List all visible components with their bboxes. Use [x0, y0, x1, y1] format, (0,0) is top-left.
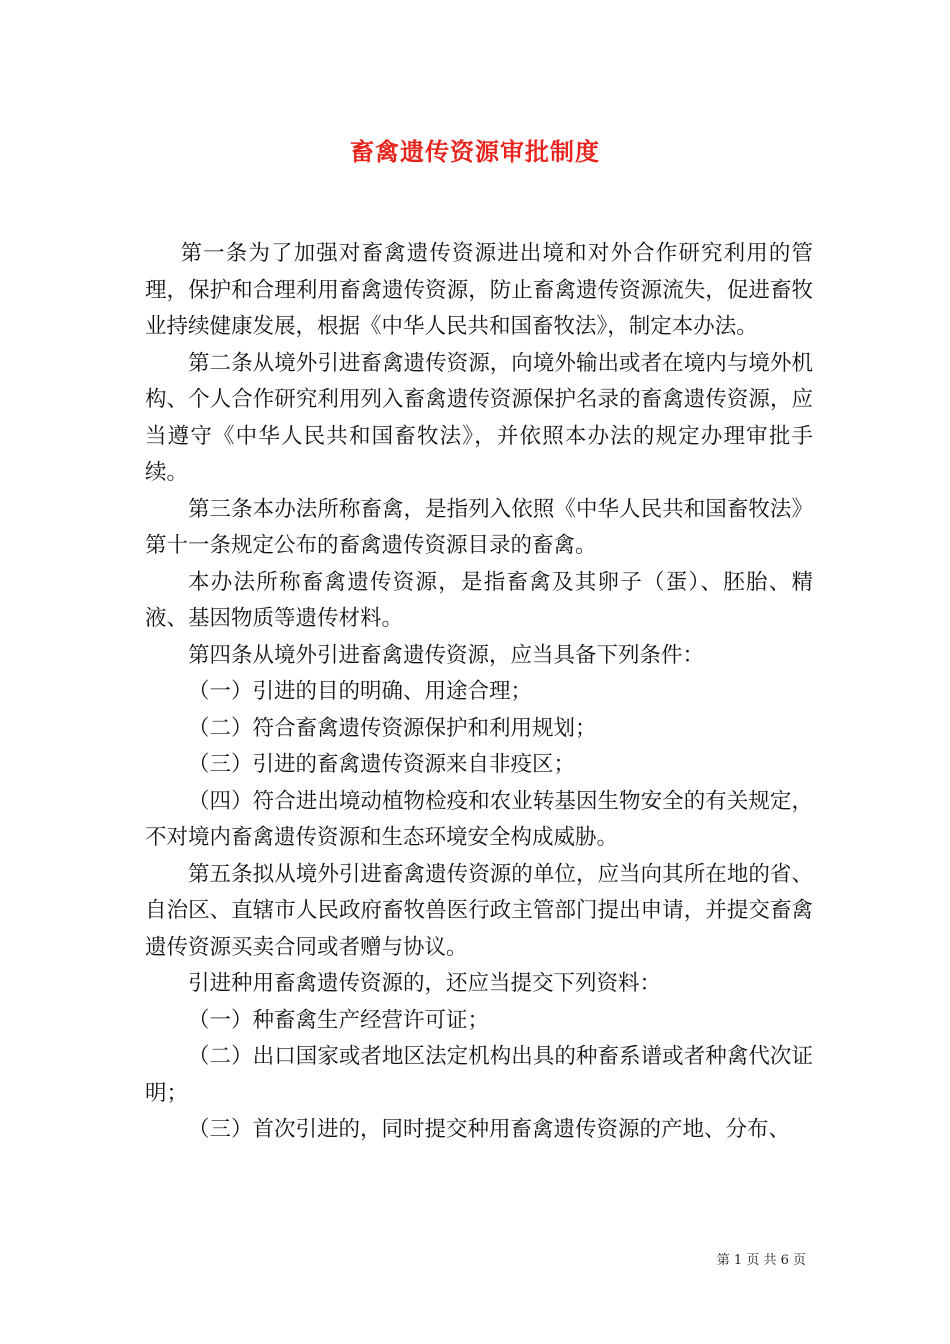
list-item: （一）引进的目的明确、用途合理； — [188, 679, 533, 704]
page-number-footer: 第 1 页 共 6 页 — [716, 1253, 806, 1268]
paragraph-definition: 本办法所称畜禽遗传资源，是指畜禽及其卵子（蛋）、胚胎、精液、基因物质等遗传材料。 — [145, 569, 813, 631]
paragraph-breeding-materials: 引进种用畜禽遗传资源的，还应当提交下列资料： — [188, 971, 662, 996]
list-item: （二）符合畜禽遗传资源保护和利用规划； — [188, 715, 597, 741]
paragraph-article-2: 第二条从境外引进畜禽遗传资源，向境外输出或者在境内与境外机构、个人合作研究利用列入畜禽遗传资源保护名录的畜禽遗传资源，应当遵守《中华人民共和国畜牧法》，并依照本办法的规定办理审批手续。 — [145, 350, 813, 485]
document-body — [145, 236, 813, 1149]
paragraph-article-5: 第五条拟从境外引进畜禽遗传资源的单位，应当向其所在地的省、自治区、直辖市人民政府畜牧兽医行政主管部门提出申请，并提交畜禽遗传资源买卖合同或者赠与协议。 — [145, 861, 813, 960]
paragraph-article-3: 第三条本办法所称畜禽，是指列入依照《中华人民共和国畜牧法》第十一条规定公布的畜禽遗传资源目录的畜禽。 — [145, 496, 813, 558]
document-title: 畜禽遗传资源审批制度 — [350, 137, 600, 166]
list-item: （一）种畜禽生产经营许可证； — [188, 1007, 490, 1033]
list-item: （三）引进的畜禽遗传资源来自非疫区； — [188, 752, 576, 777]
list-item: （三）首次引进的，同时提交种用畜禽遗传资源的产地、分布、 — [188, 1117, 791, 1142]
list-item: （四）符合进出境动植物检疫和农业转基因生物安全的有关规定，不对境内畜禽遗传资源和生态环境安全构成威胁。 — [145, 788, 813, 850]
paragraph-article-1: 第一条为了加强对畜禽遗传资源进出境和对外合作研究利用的管理，保护和合理利用畜禽遗传资源，防止畜禽遗传资源流失，促进畜牧业持续健康发展，根据《中华人民共和国畜牧法》，制定本办法。 — [145, 241, 813, 339]
paragraph-article-4: 第四条从境外引进畜禽遗传资源，应当具备下列条件： — [188, 642, 705, 668]
list-item: （二）出口国家或者地区法定机构出具的种畜系谱或者种禽代次证明； — [145, 1044, 813, 1106]
